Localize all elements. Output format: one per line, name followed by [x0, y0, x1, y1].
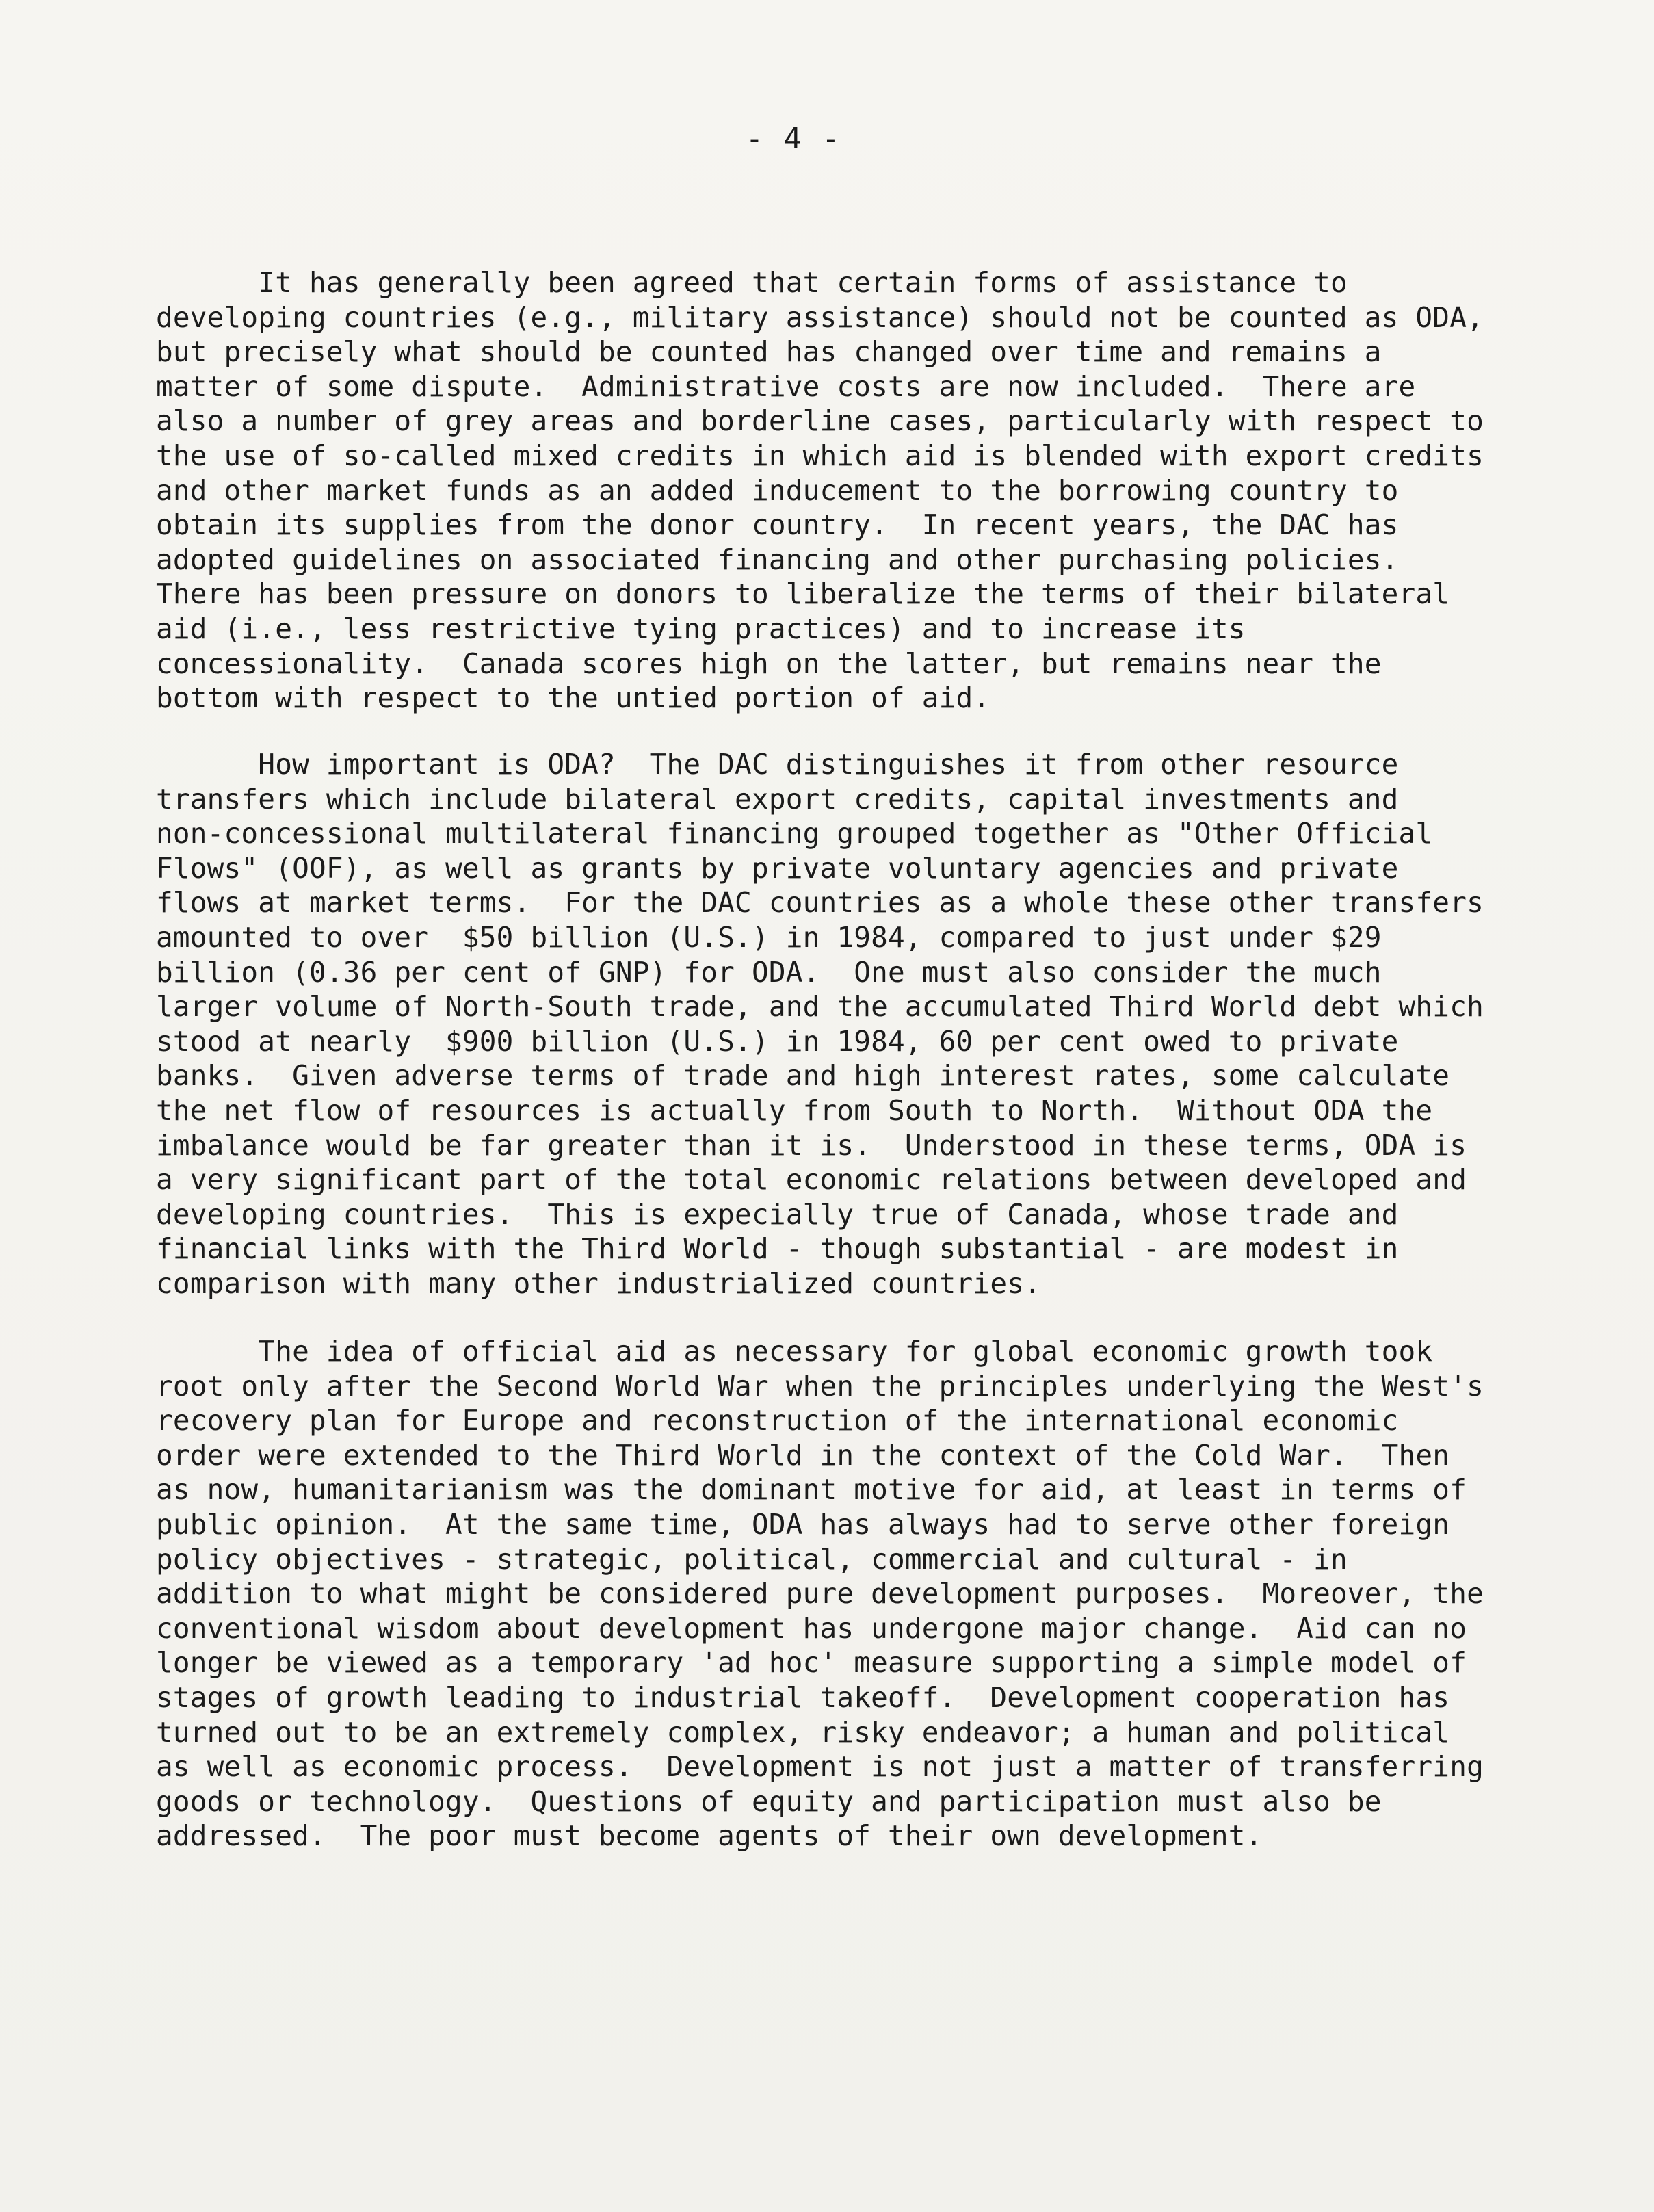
paragraph-official-aid-history: The idea of official aid as necessary for global economic growth took root only after the Second World War when the principles underlying the West's recovery plan for Europe and reconstruction of the international economic order were extended to the Third World in the context of the Cold War. Then as now, humanitarianism was the dominant motive for aid, at least in terms of public opinion. At the same time, ODA has always had to serve other foreign policy objectives - strategic, political, commercial and cultural - in addition to what might be considered pure development purposes. Moreover, the conventional wisdom about development has undergone major change. Aid can no longer be viewed as a temporary 'ad hoc' measure supporting a simple model of stages of growth leading to industrial takeoff. Development cooperation has turned out to be an extremely complex, risky endeavor; a human and political as well as economic process. Development is not just a matter of transferring goods or technology. Questions of equity and participation must also be addressed. The poor must become agents of their own development.	[156, 1335, 1484, 1853]
paragraph-oda-definition: It has generally been agreed that certain forms of assistance to developing countries (e.g., military assistance) should not be counted as ODA, but precisely what should be counted has changed over time and remains a matter of some dispute. Administrative costs are now included. There are also a number of grey areas and borderline cases, particularly with respect to the use of so-called mixed credits in which aid is blended with export credits and other market funds as an added inducement to the borrowing country to obtain its supplies from the donor country. In recent years, the DAC has adopted guidelines on associated financing and other purchasing policies. There has been pressure on donors to liberalize the terms of their bilateral aid (i.e., less restrictive tying practices) and to increase its concessionality. Canada scores high on the latter, but remains near the bottom with respect to the untied portion of aid.	[156, 266, 1484, 715]
page-number: - 4 -	[746, 122, 841, 156]
paragraph-oda-importance: How important is ODA? The DAC distinguishes it from other resource transfers which include bilateral export credits, capital investments and non-concessional multilateral financing grouped together as "Other Official Flows" (OOF), as well as grants by private voluntary agencies and private flows at market terms. For the DAC countries as a whole these other transfers amounted to over $50 billion (U.S.) in 1984, compared to just under $29 billion (0.36 per cent of GNP) for ODA. One must also consider the much larger volume of North-South trade, and the accumulated Third World debt which stood at nearly $900 billion (U.S.) in 1984, 60 per cent owed to private banks. Given adverse terms of trade and high interest rates, some calculate the net flow of resources is actually from South to North. Without ODA the imbalance would be far greater than it is. Understood in these terms, ODA is a very significant part of the total economic relations between developed and developing countries. This is expecially true of Canada, whose trade and financial links with the Third World - though substantial - are modest in comparison with many other industrialized countries.	[156, 748, 1484, 1300]
